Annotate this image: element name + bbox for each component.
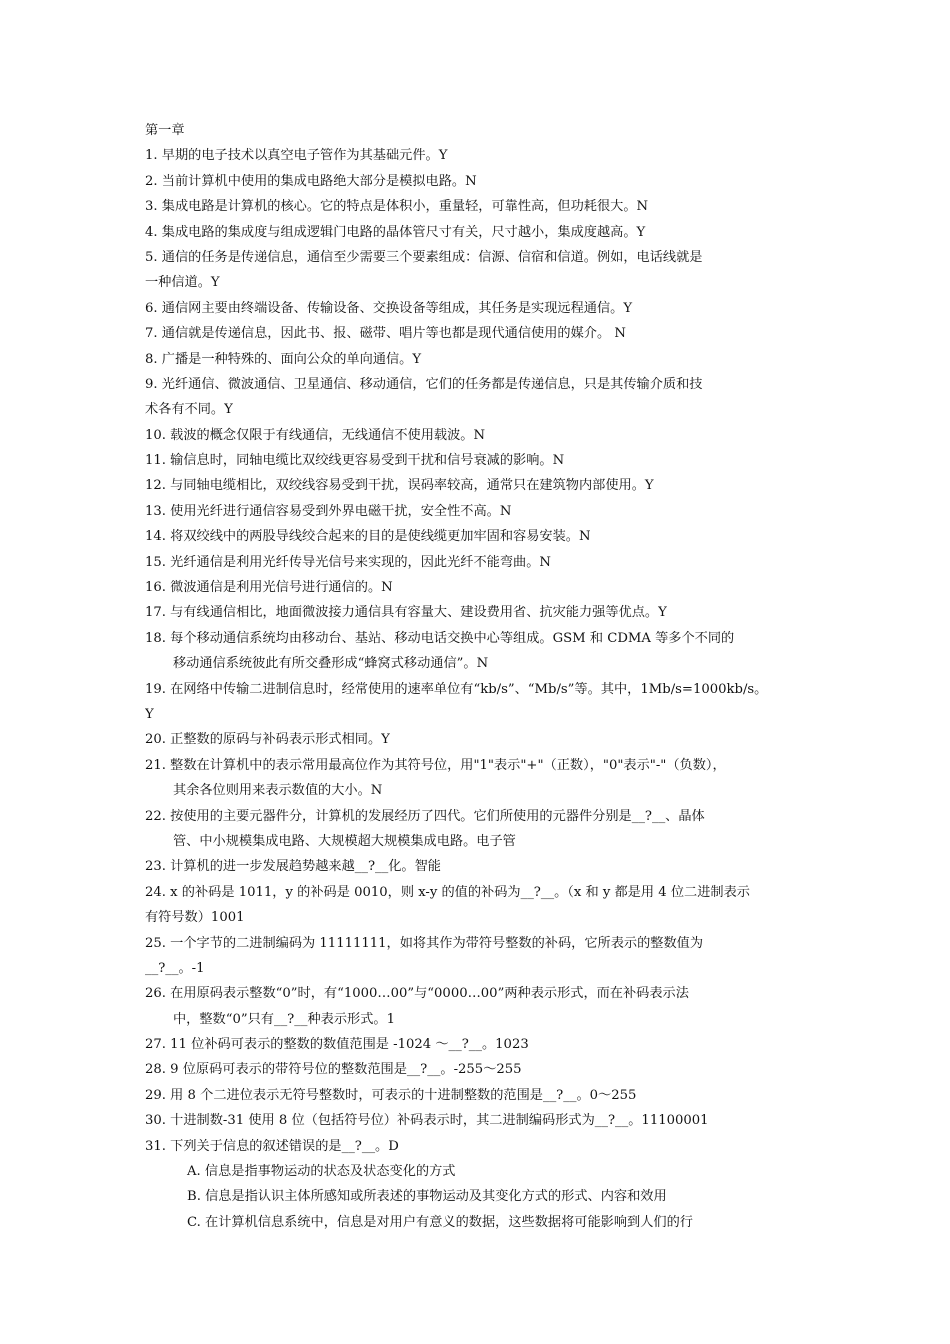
chapter-heading: 第一章 xyxy=(145,123,185,138)
question-line: 8. 广播是一种特殊的、面向公众的单向通信。Y xyxy=(145,351,422,367)
question-line: 24. x 的补码是 1011，y 的补码是 0010，则 x-y 的值的补码为__?__。（x 和 y 都是用 4 位二进制表示 xyxy=(145,884,750,900)
question-line: 1. 早期的电子技术以真空电子管作为其基础元件。Y xyxy=(145,148,448,164)
question-line: 30. 十进制数-31 使用 8 位（包括符号位）补码表示时，其二进制编码形式为__?__。11100001 xyxy=(145,1113,709,1129)
question-line: 2. 当前计算机中使用的集成电路绝大部分是模拟电路。N xyxy=(145,173,477,189)
question-line: __?__。-1 xyxy=(145,960,205,976)
question-line: 中，整数“0”只有__?__种表示形式。1 xyxy=(173,1011,395,1027)
question-line: 移动通信系统彼此有所交叠形成“蜂窝式移动通信”。N xyxy=(173,656,489,672)
question-line: 23. 计算机的进一步发展趋势越来越__?__化。智能 xyxy=(145,859,441,875)
question-line: 31. 下列关于信息的叙述错误的是__?__。D xyxy=(145,1138,399,1154)
question-line: 12. 与同轴电缆相比，双绞线容易受到干扰，误码率较高，通常只在建筑物内部使用。Y xyxy=(145,478,654,494)
question-line: 19. 在网络中传输二进制信息时，经常使用的速率单位有“kb/s”、“Mb/s”等。其中，1Mb/s=1000kb/s。 xyxy=(145,681,768,697)
question-line: 27. 11 位补码可表示的整数的数值范围是 -1024 ～__?__。1023 xyxy=(145,1037,529,1053)
question-line: 一种信道。Y xyxy=(145,275,220,291)
question-line: 有符号数）1001 xyxy=(145,910,245,926)
question-line: 3. 集成电路是计算机的核心。它的特点是体积小，重量轻，可靠性高，但功耗很大。N xyxy=(145,199,649,215)
question-line: 5. 通信的任务是传递信息，通信至少需要三个要素组成：信源、信宿和信道。例如，电话线就是 xyxy=(145,249,703,265)
question-line: 管、中小规模集成电路、大规模超大规模集成电路。电子管 xyxy=(173,833,516,849)
question-line: 13. 使用光纤进行通信容易受到外界电磁干扰，安全性不高。N xyxy=(145,503,512,519)
question-line: 16. 微波通信是利用光信号进行通信的。N xyxy=(145,580,393,596)
question-line: 15. 光纤通信是利用光纤传导光信号来实现的，因此光纤不能弯曲。N xyxy=(145,554,551,570)
question-line: 10. 载波的概念仅限于有线通信，无线通信不使用载波。N xyxy=(145,427,486,443)
question-line: 11. 输信息时，同轴电缆比双绞线更容易受到干扰和信号衰减的影响。N xyxy=(145,453,565,469)
question-line: 29. 用 8 个二进位表示无符号整数时，可表示的十进制整数的范围是__?__。0～255 xyxy=(145,1087,637,1103)
document-body xyxy=(145,118,845,1235)
question-line: 26. 在用原码表示整数“0”时，有“1000…00”与“0000…00”两种表示形式，而在补码表示法 xyxy=(145,986,689,1002)
question-line: 7. 通信就是传递信息，因此书、报、磁带、唱片等也都是现代通信使用的媒介。 N xyxy=(145,326,626,342)
question-line: 6. 通信网主要由终端设备、传输设备、交换设备等组成，其任务是实现远程通信。Y xyxy=(145,300,633,316)
question-line: 21. 整数在计算机中的表示常用最高位作为其符号位，用"1"表示"+"（正数），"0"表示"-"（负数）， xyxy=(145,757,726,773)
question-line: 18. 每个移动通信系统均由移动台、基站、移动电话交换中心等组成。GSM 和 CDMA 等多个不同的 xyxy=(145,630,735,646)
question-line: 28. 9 位原码可表示的带符号位的整数范围是__?__。-255～255 xyxy=(145,1062,522,1078)
question-line: Y xyxy=(145,706,154,722)
question-line: 22. 按使用的主要元器件分，计算机的发展经历了四代。它们所使用的元器件分别是__?__、晶体 xyxy=(145,808,705,824)
question-line: 4. 集成电路的集成度与组成逻辑门电路的晶体管尺寸有关，尺寸越小，集成度越高。Y xyxy=(145,224,646,240)
question-line: 25. 一个字节的二进制编码为 11111111，如将其作为带符号整数的补码，它所表示的整数值为 xyxy=(145,935,704,951)
question-line: 术各有不同。Y xyxy=(145,402,233,418)
question-line: 14. 将双绞线中的两股导线绞合起来的目的是使线缆更加牢固和容易安装。N xyxy=(145,529,591,545)
question-line: 20. 正整数的原码与补码表示形式相同。Y xyxy=(145,732,390,748)
question-line: C. 在计算机信息系统中，信息是对用户有意义的数据，这些数据将可能影响到人们的行 xyxy=(187,1214,693,1230)
question-line: A. 信息是指事物运动的状态及状态变化的方式 xyxy=(187,1164,456,1180)
question-line: 9. 光纤通信、微波通信、卫星通信、移动通信，它们的任务都是传递信息，只是其传输介质和技 xyxy=(145,376,703,392)
question-line: 其余各位则用来表示数值的大小。N xyxy=(173,783,383,799)
question-line: 17. 与有线通信相比，地面微波接力通信具有容量大、建设费用省、抗灾能力强等优点。Y xyxy=(145,605,667,621)
question-line: B. 信息是指认识主体所感知或所表述的事物运动及其变化方式的形式、内容和效用 xyxy=(187,1189,667,1205)
